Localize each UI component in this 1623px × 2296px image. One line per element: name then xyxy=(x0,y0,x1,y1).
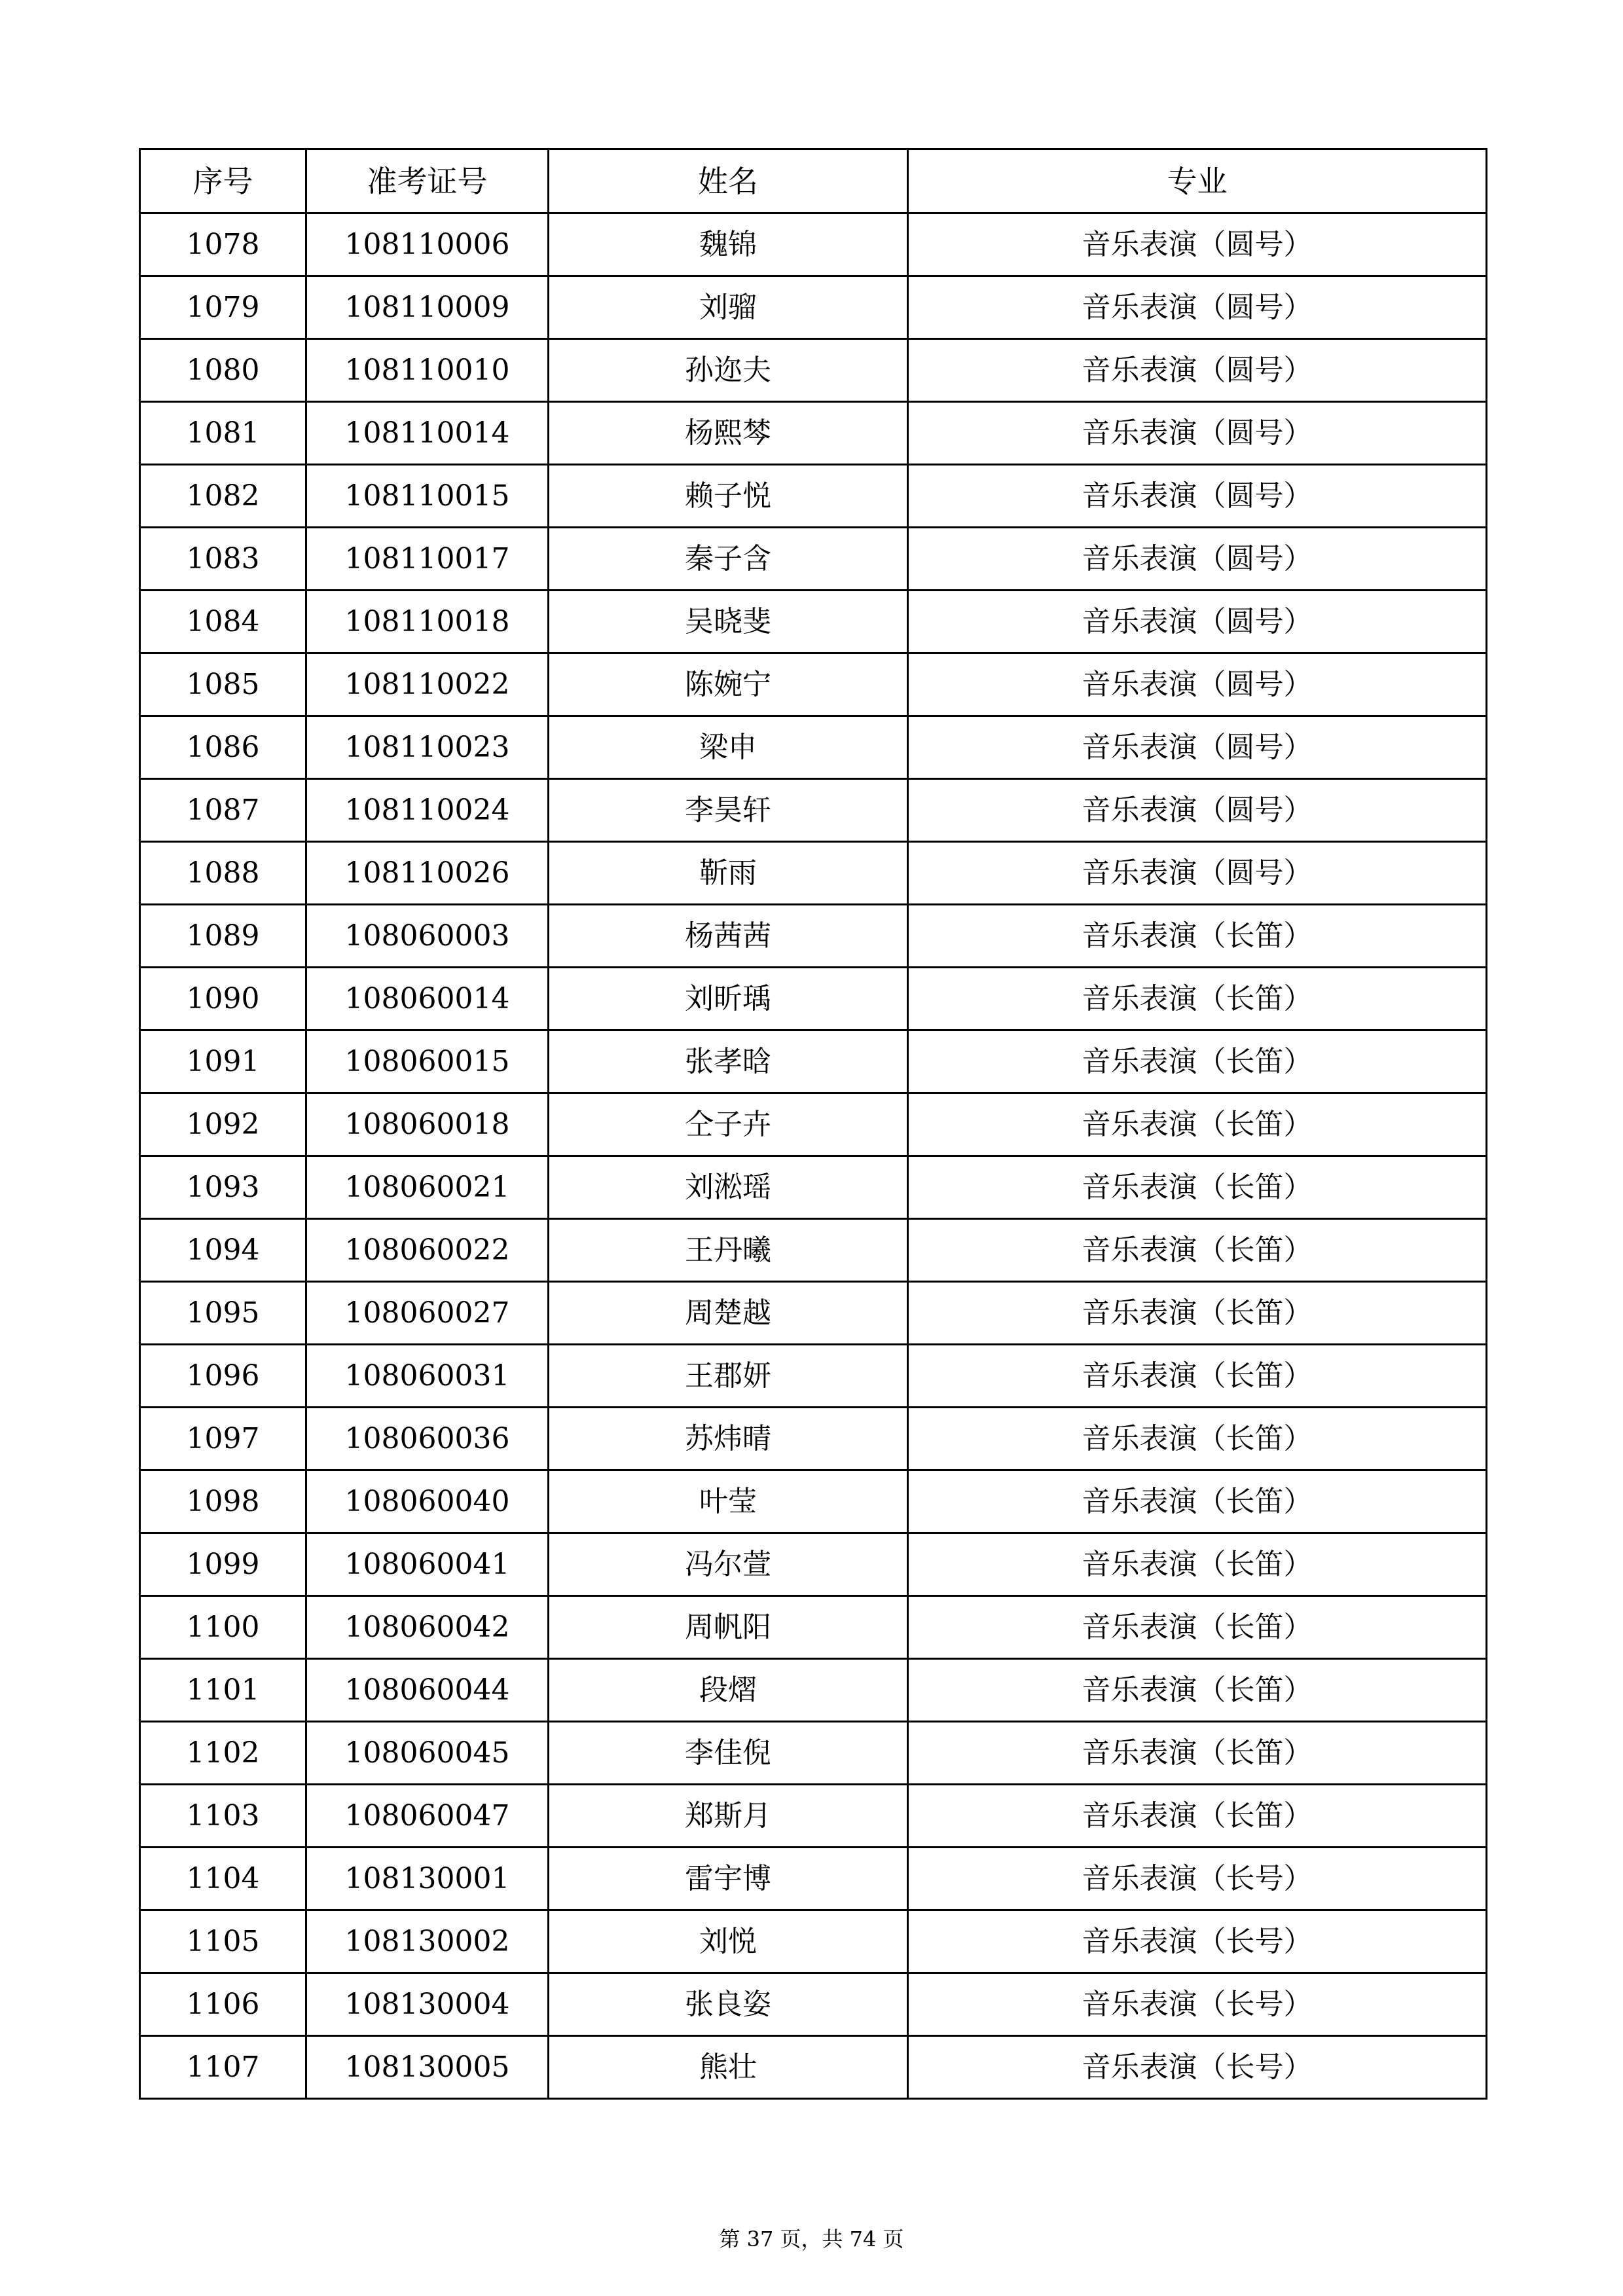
header-name: 姓名 xyxy=(549,149,908,213)
cell-exam-id: 108060003 xyxy=(306,905,549,968)
table-row xyxy=(140,1156,1487,1219)
table-row xyxy=(140,402,1487,465)
table-row xyxy=(140,276,1487,339)
cell-major: 音乐表演（长笛） xyxy=(908,1596,1487,1659)
cell-major: 音乐表演（圆号） xyxy=(908,402,1487,465)
cell-seq: 1101 xyxy=(140,1659,306,1722)
cell-exam-id: 108110018 xyxy=(306,591,549,653)
cell-exam-id: 108130004 xyxy=(306,1973,549,2036)
cell-seq: 1089 xyxy=(140,905,306,968)
cell-exam-id: 108060014 xyxy=(306,968,549,1030)
cell-seq: 1102 xyxy=(140,1722,306,1785)
cell-name: 熊壮 xyxy=(549,2036,908,2099)
cell-seq: 1105 xyxy=(140,1910,306,1973)
cell-name: 杨熙棽 xyxy=(549,402,908,465)
table-header-row xyxy=(140,149,1487,213)
cell-name: 李佳倪 xyxy=(549,1722,908,1785)
table-row xyxy=(140,1093,1487,1156)
cell-exam-id: 108060015 xyxy=(306,1030,549,1093)
cell-name: 魏锦 xyxy=(549,213,908,276)
cell-major: 音乐表演（长笛） xyxy=(908,1408,1487,1470)
cell-seq: 1090 xyxy=(140,968,306,1030)
cell-name: 杨茜茜 xyxy=(549,905,908,968)
cell-major: 音乐表演（长号） xyxy=(908,1848,1487,1910)
cell-seq: 1091 xyxy=(140,1030,306,1093)
cell-major: 音乐表演（长笛） xyxy=(908,968,1487,1030)
table-row xyxy=(140,1848,1487,1910)
table-row xyxy=(140,1533,1487,1596)
cell-major: 音乐表演（长笛） xyxy=(908,1470,1487,1533)
table-row xyxy=(140,1345,1487,1408)
cell-exam-id: 108110010 xyxy=(306,339,549,402)
cell-seq: 1094 xyxy=(140,1219,306,1282)
cell-name: 靳雨 xyxy=(549,842,908,905)
cell-exam-id: 108060045 xyxy=(306,1722,549,1785)
table-row xyxy=(140,1722,1487,1785)
table-row xyxy=(140,653,1487,716)
cell-seq: 1106 xyxy=(140,1973,306,2036)
cell-exam-id: 108060041 xyxy=(306,1533,549,1596)
cell-exam-id: 108110015 xyxy=(306,465,549,528)
table-row xyxy=(140,1910,1487,1973)
table-row xyxy=(140,1659,1487,1722)
cell-exam-id: 108060018 xyxy=(306,1093,549,1156)
cell-major: 音乐表演（圆号） xyxy=(908,716,1487,779)
cell-seq: 1104 xyxy=(140,1848,306,1910)
cell-seq: 1092 xyxy=(140,1093,306,1156)
cell-major: 音乐表演（圆号） xyxy=(908,339,1487,402)
table-row xyxy=(140,1785,1487,1848)
cell-exam-id: 108060027 xyxy=(306,1282,549,1345)
cell-exam-id: 108110026 xyxy=(306,842,549,905)
cell-major: 音乐表演（长笛） xyxy=(908,1722,1487,1785)
cell-major: 音乐表演（长笛） xyxy=(908,1533,1487,1596)
cell-exam-id: 108110022 xyxy=(306,653,549,716)
cell-major: 音乐表演（长笛） xyxy=(908,1659,1487,1722)
cell-exam-id: 108110017 xyxy=(306,528,549,591)
cell-seq: 1085 xyxy=(140,653,306,716)
cell-seq: 1100 xyxy=(140,1596,306,1659)
candidate-table xyxy=(139,148,1487,2100)
cell-name: 周楚越 xyxy=(549,1282,908,1345)
cell-name: 叶莹 xyxy=(549,1470,908,1533)
table-row xyxy=(140,1408,1487,1470)
cell-exam-id: 108060031 xyxy=(306,1345,549,1408)
cell-name: 刘淞瑶 xyxy=(549,1156,908,1219)
cell-seq: 1098 xyxy=(140,1470,306,1533)
cell-name: 王郡妍 xyxy=(549,1345,908,1408)
cell-seq: 1082 xyxy=(140,465,306,528)
cell-seq: 1087 xyxy=(140,779,306,842)
cell-name: 吴晓斐 xyxy=(549,591,908,653)
cell-exam-id: 108110024 xyxy=(306,779,549,842)
cell-name: 郑斯月 xyxy=(549,1785,908,1848)
cell-name: 冯尔萱 xyxy=(549,1533,908,1596)
cell-major: 音乐表演（长笛） xyxy=(908,1345,1487,1408)
table-row xyxy=(140,1596,1487,1659)
table-row xyxy=(140,1219,1487,1282)
cell-seq: 1099 xyxy=(140,1533,306,1596)
cell-name: 李昊轩 xyxy=(549,779,908,842)
cell-seq: 1107 xyxy=(140,2036,306,2099)
cell-seq: 1095 xyxy=(140,1282,306,1345)
cell-exam-id: 108110009 xyxy=(306,276,549,339)
cell-exam-id: 108110014 xyxy=(306,402,549,465)
cell-major: 音乐表演（圆号） xyxy=(908,842,1487,905)
cell-major: 音乐表演（长号） xyxy=(908,2036,1487,2099)
table-row xyxy=(140,779,1487,842)
table-row xyxy=(140,591,1487,653)
cell-major: 音乐表演（长笛） xyxy=(908,1030,1487,1093)
cell-major: 音乐表演（长笛） xyxy=(908,905,1487,968)
cell-major: 音乐表演（长笛） xyxy=(908,1156,1487,1219)
cell-name: 王丹曦 xyxy=(549,1219,908,1282)
cell-seq: 1078 xyxy=(140,213,306,276)
cell-major: 音乐表演（圆号） xyxy=(908,276,1487,339)
cell-exam-id: 108060042 xyxy=(306,1596,549,1659)
cell-name: 段熠 xyxy=(549,1659,908,1722)
table-row xyxy=(140,213,1487,276)
cell-seq: 1081 xyxy=(140,402,306,465)
cell-major: 音乐表演（圆号） xyxy=(908,528,1487,591)
cell-major: 音乐表演（圆号） xyxy=(908,213,1487,276)
cell-major: 音乐表演（长笛） xyxy=(908,1219,1487,1282)
cell-major: 音乐表演（长笛） xyxy=(908,1785,1487,1848)
cell-name: 仝子卉 xyxy=(549,1093,908,1156)
table-row xyxy=(140,1030,1487,1093)
table-row xyxy=(140,1282,1487,1345)
header-major: 专业 xyxy=(908,149,1487,213)
page-number: 第 37 页，共 74 页 xyxy=(719,2227,904,2251)
cell-major: 音乐表演（圆号） xyxy=(908,653,1487,716)
cell-name: 雷宇博 xyxy=(549,1848,908,1910)
cell-exam-id: 108060040 xyxy=(306,1470,549,1533)
cell-exam-id: 108060021 xyxy=(306,1156,549,1219)
table-body xyxy=(140,213,1487,2099)
cell-name: 赖子悦 xyxy=(549,465,908,528)
table-row xyxy=(140,716,1487,779)
table-row xyxy=(140,842,1487,905)
cell-exam-id: 108060047 xyxy=(306,1785,549,1848)
cell-seq: 1103 xyxy=(140,1785,306,1848)
cell-name: 张孝晗 xyxy=(549,1030,908,1093)
cell-name: 秦子含 xyxy=(549,528,908,591)
cell-major: 音乐表演（长笛） xyxy=(908,1093,1487,1156)
table-row xyxy=(140,465,1487,528)
cell-name: 张良姿 xyxy=(549,1973,908,2036)
cell-name: 梁申 xyxy=(549,716,908,779)
cell-major: 音乐表演（长号） xyxy=(908,1910,1487,1973)
cell-exam-id: 108060022 xyxy=(306,1219,549,1282)
table-row xyxy=(140,968,1487,1030)
cell-seq: 1097 xyxy=(140,1408,306,1470)
cell-name: 刘骝 xyxy=(549,276,908,339)
cell-seq: 1088 xyxy=(140,842,306,905)
cell-exam-id: 108110023 xyxy=(306,716,549,779)
cell-major: 音乐表演（长号） xyxy=(908,1973,1487,2036)
table-row xyxy=(140,1470,1487,1533)
cell-exam-id: 108130002 xyxy=(306,1910,549,1973)
cell-name: 陈婉宁 xyxy=(549,653,908,716)
table-row xyxy=(140,339,1487,402)
table-row xyxy=(140,528,1487,591)
cell-seq: 1096 xyxy=(140,1345,306,1408)
cell-seq: 1086 xyxy=(140,716,306,779)
cell-seq: 1080 xyxy=(140,339,306,402)
cell-seq: 1084 xyxy=(140,591,306,653)
cell-seq: 1093 xyxy=(140,1156,306,1219)
table-row xyxy=(140,905,1487,968)
cell-exam-id: 108060036 xyxy=(306,1408,549,1470)
cell-seq: 1079 xyxy=(140,276,306,339)
cell-major: 音乐表演（圆号） xyxy=(908,591,1487,653)
cell-major: 音乐表演（圆号） xyxy=(908,779,1487,842)
cell-name: 孙迩夫 xyxy=(549,339,908,402)
table-row xyxy=(140,1973,1487,2036)
cell-name: 刘悦 xyxy=(549,1910,908,1973)
header-exam-id: 准考证号 xyxy=(306,149,549,213)
cell-major: 音乐表演（长笛） xyxy=(908,1282,1487,1345)
header-seq: 序号 xyxy=(140,149,306,213)
cell-name: 苏炜晴 xyxy=(549,1408,908,1470)
cell-exam-id: 108110006 xyxy=(306,213,549,276)
cell-exam-id: 108060044 xyxy=(306,1659,549,1722)
cell-exam-id: 108130001 xyxy=(306,1848,549,1910)
cell-exam-id: 108130005 xyxy=(306,2036,549,2099)
cell-name: 刘昕瑀 xyxy=(549,968,908,1030)
cell-seq: 1083 xyxy=(140,528,306,591)
table-row xyxy=(140,2036,1487,2099)
cell-name: 周帆阳 xyxy=(549,1596,908,1659)
cell-major: 音乐表演（圆号） xyxy=(908,465,1487,528)
